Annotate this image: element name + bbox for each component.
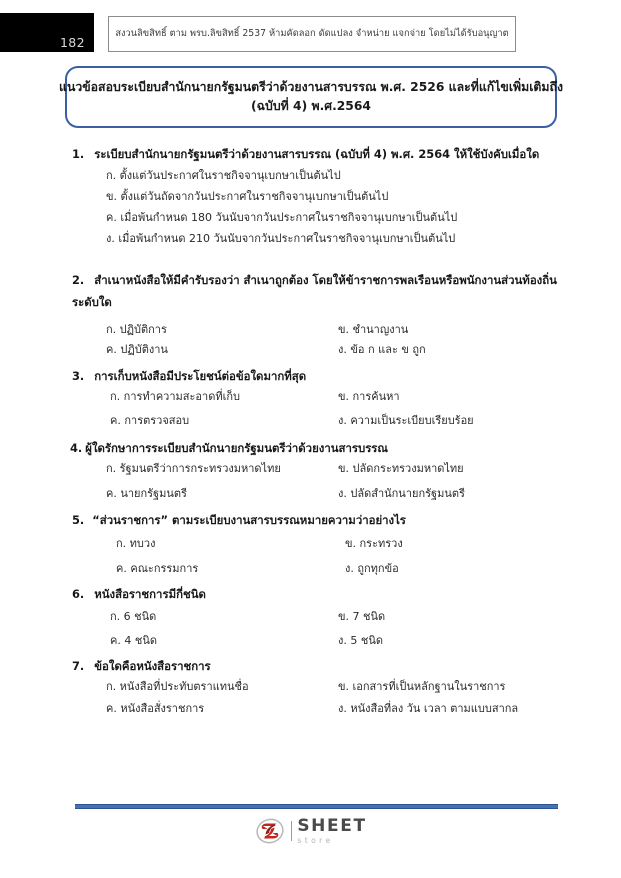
question-heading — [72, 512, 406, 531]
copyright-notice-box — [108, 16, 516, 52]
question-number: 4. — [70, 441, 83, 455]
question-number: 7. — [72, 659, 85, 673]
answer-option[interactable]: ง. ปลัดสำนักนายกรัฐมนตรี — [338, 487, 465, 500]
copyright-notice-text: สงวนลิขสิทธิ์ ตาม พรบ.ลิขสิทธิ์ 2537 ห้ามคัดลอก ดัดแปลง จำหน่าย แจกจ่าย โดยไม่ได้รับอนุญาต — [115, 28, 509, 40]
answer-option[interactable]: ข. ชำนาญงาน — [338, 323, 409, 336]
answer-option[interactable]: ง. หนังสือที่ลง วัน เวลา ตามแบบสากล — [338, 702, 519, 715]
logo-wordmark — [297, 815, 367, 845]
question-text: สำเนาหนังสือให้มีคำรับรองว่า สำเนาถูกต้อง โดยให้ข้าราชการพลเรือนหรือพนักงานส่วนท้องถิ่น — [94, 273, 557, 287]
answer-option[interactable]: ค. 4 ชนิด — [110, 634, 157, 647]
question-number: 6. — [72, 587, 85, 601]
logo-sub-text: store — [297, 835, 334, 845]
answer-option[interactable]: ก. การทำความสะอาดที่เก็บ — [110, 390, 240, 403]
logo-divider — [291, 821, 292, 841]
question-heading — [72, 586, 206, 605]
answer-option[interactable]: ค. ปฏิบัติงาน — [106, 343, 168, 356]
question-text: ผู้ใดรักษาการระเบียบสำนักนายกรัฐมนตรีว่าด้วยงานสารบรรณ — [85, 441, 388, 455]
answer-option[interactable]: ก. ทบวง — [116, 537, 156, 550]
page-title-line-1: แนวข้อสอบระเบียบสำนักนายกรัฐมนตรีว่าด้วยงานสารบรรณ พ.ศ. 2526 และที่แก้ไขเพิ่มเติมถึง — [59, 79, 563, 94]
question-text: การเก็บหนังสือมีประโยชน์ต่อข้อใดมากที่สุด — [94, 369, 307, 383]
question-text-continued: ระดับใด — [72, 295, 112, 309]
question-text: “ส่วนราชการ” ตามระเบียบงานสารบรรณหมายความว่าอย่างไร — [92, 513, 406, 527]
question-text: หนังสือราชการมีกี่ชนิด — [94, 587, 206, 601]
answer-option[interactable]: ค. คณะกรรมการ — [116, 562, 199, 575]
logo-name-text: SHEET — [297, 815, 367, 836]
answer-option[interactable]: ข. ปลัดกระทรวงมหาดไทย — [338, 462, 464, 475]
question-number: 2. — [72, 273, 85, 287]
question-text: ข้อใดคือหนังสือราชการ — [94, 659, 211, 673]
answer-option[interactable]: ข. 7 ชนิด — [338, 610, 386, 623]
page-number-text: 182 — [59, 34, 85, 50]
footer-divider — [75, 804, 558, 809]
question-number: 3. — [72, 369, 85, 383]
question-number: 1. — [72, 147, 85, 161]
answer-option[interactable]: ก. ปฏิบัติการ — [106, 323, 167, 336]
question-number: 5. — [72, 513, 85, 527]
answer-option[interactable]: ค. เมื่อพ้นกำหนด 180 วันนับจากวันประกาศในราชกิจจานุเบกษาเป็นต้นไป — [106, 211, 458, 224]
answer-option[interactable]: ง. ข้อ ก และ ข ถูก — [338, 343, 426, 356]
page-title-line-2: (ฉบับที่ 4) พ.ศ.2564 — [251, 99, 371, 113]
answer-option[interactable]: ก. 6 ชนิด — [110, 610, 157, 623]
answer-option[interactable]: ข. การค้นหา — [338, 390, 400, 403]
document-title-box — [59, 66, 563, 128]
answer-option[interactable]: ค. หนังสือสั่งราชการ — [106, 702, 205, 715]
answer-option[interactable]: ง. 5 ชนิด — [338, 634, 383, 647]
answer-option[interactable]: ง. ถูกทุกข้อ — [345, 562, 399, 575]
answer-option[interactable]: ค. นายกรัฐมนตรี — [106, 487, 187, 500]
answer-option[interactable]: ข. ตั้งแต่วันถัดจากวันประกาศในราชกิจจานุเบกษาเป็นต้นไป — [106, 190, 389, 203]
answer-option[interactable]: ง. ความเป็นระเบียบเรียบร้อย — [338, 414, 474, 427]
question-text: ระเบียบสำนักนายกรัฐมนตรีว่าด้วยงานสารบรรณ (ฉบับที่ 4) พ.ศ. 2564 ให้ใช้บังคับเมื่อใด — [94, 147, 540, 161]
question-heading — [72, 368, 306, 387]
sheet-store-logo-icon — [254, 815, 286, 847]
answer-option[interactable]: ง. เมื่อพ้นกำหนด 210 วันนับจากวันประกาศในราชกิจจานุเบกษาเป็นต้นไป — [106, 232, 456, 245]
footer-logo — [0, 815, 621, 847]
answer-option[interactable]: ก. ตั้งแต่วันประกาศในราชกิจจานุเบกษาเป็นต้นไป — [106, 169, 341, 182]
question-heading — [72, 146, 539, 165]
answer-option[interactable]: ข. เอกสารที่เป็นหลักฐานในราชการ — [338, 680, 506, 693]
answer-option[interactable]: ก. หนังสือที่ประทับตราแทนชื่อ — [106, 680, 249, 693]
question-heading — [72, 272, 557, 291]
answer-option[interactable]: ก. รัฐมนตรีว่าการกระทรวงมหาดไทย — [106, 462, 281, 475]
answer-option[interactable]: ค. การตรวจสอบ — [110, 414, 190, 427]
question-heading — [70, 440, 388, 459]
answer-option[interactable]: ข. กระทรวง — [345, 537, 403, 550]
question-heading — [72, 658, 211, 677]
page-number-badge — [0, 13, 94, 52]
